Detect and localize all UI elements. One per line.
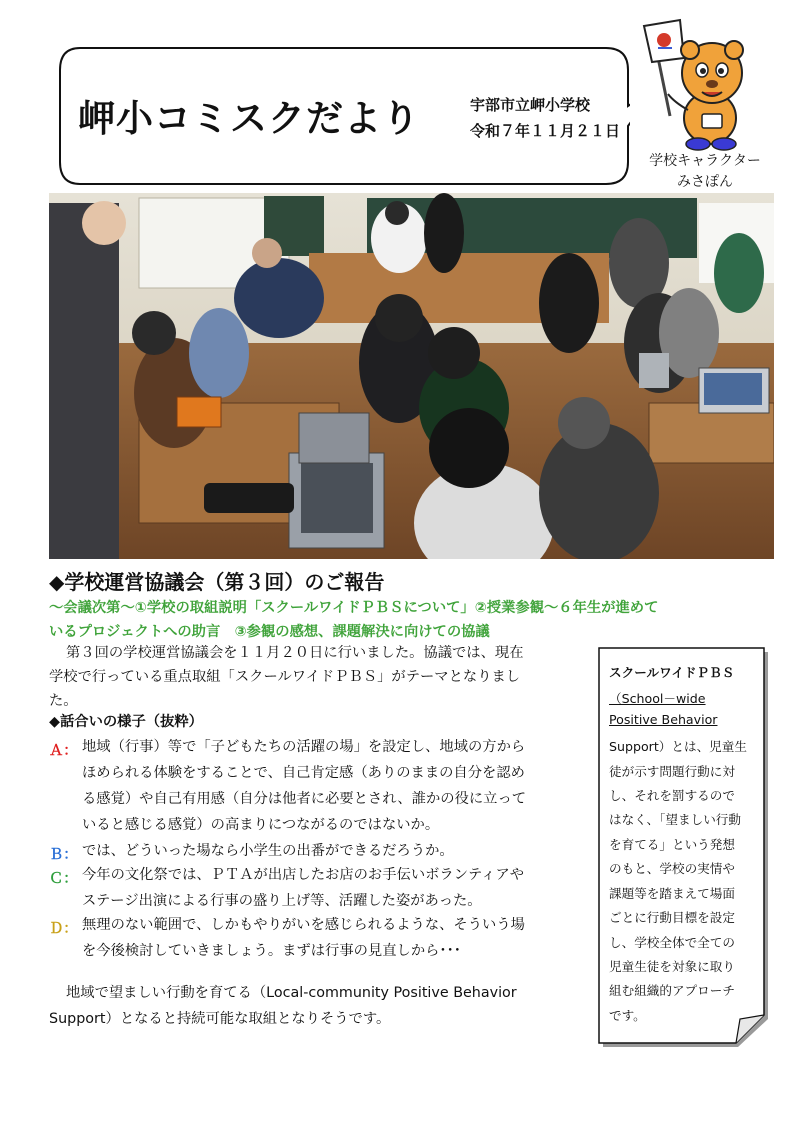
sidebar-line: のもと、学校の実情や	[609, 861, 735, 876]
speaker-c-marker: Ｃ：	[49, 871, 78, 887]
sidebar-line: Support）とは、児童生	[609, 739, 747, 754]
discussion-item-a-line: 地域（行事）等で「子どもたちの活躍の場」を設定し、地域の方から	[82, 739, 526, 755]
discussion-item-c-line: ステージ出演による行事の盛り上げ等、活躍した姿があった。	[82, 893, 482, 909]
discussion-heading: ◆話合いの様子（抜粋）	[49, 714, 203, 730]
sidebar-line: し、学校全体で全ての	[609, 935, 735, 950]
discussion-item-b-line: では、どういった場なら小学生の出番ができるだろうか。	[82, 843, 454, 859]
discussion-item-d-line: を今後検討していきましょう。まずは行事の見直しから･･･	[82, 943, 461, 959]
newsletter-title: 岬小コミスクだより	[78, 97, 420, 140]
school-name: 宇部市立岬小学校	[470, 96, 591, 114]
mascot-caption: 学校キャラクター	[649, 153, 761, 169]
intro-line: 学校で行っている重点取組「スクールワイドＰＢＳ」がテーマとなりまし	[49, 669, 521, 685]
sidebar-line: 組む組織的アプローチ	[609, 983, 735, 998]
sidebar-line: 徒が示す問題行動に対	[609, 764, 735, 779]
sidebar-line: はなく、「望ましい行動	[609, 812, 741, 827]
speaker-d-marker: Ｄ：	[49, 921, 78, 937]
sidebar-line: 児童生徒を対象に取り	[609, 959, 735, 974]
discussion-item-c-line: 今年の文化祭では、ＰＴＡが出店したお店のお手伝いボランティアや	[82, 867, 525, 883]
intro-line: 第３回の学校運営協議会を１１月２０日に行いました。協議では、現在	[66, 645, 524, 661]
issue-date: 令和７年１１月２１日	[470, 122, 621, 140]
mascot-name: みさぽん	[677, 174, 733, 190]
intro-line: た。	[49, 693, 78, 709]
discussion-item-d-line: 無理のない範囲で、しかもやりがいを感じられるような、そういう場	[82, 917, 525, 933]
mascot-misapon-illustration	[632, 18, 762, 153]
discussion-item-a-line: いると感じる感覚）の高まりにつながるのではないか。	[82, 817, 440, 833]
sidebar-line: を育てる」という発想	[609, 837, 735, 852]
closing-line: 地域で望ましい行動を育てる（Local-community Positive Behavior	[66, 985, 517, 1001]
speaker-a-marker: Ａ：	[49, 743, 78, 759]
sidebar-line: ごとに行動目標を設定	[609, 910, 735, 925]
section-heading: ◆学校運営協議会（第３回）のご報告	[49, 570, 385, 594]
agenda-line: いるプロジェクトへの助言 ③参観の感想、課題解決に向けての協議	[49, 624, 490, 640]
discussion-item-a-line: る感覚）や自己有用感（自分は他者に必要とされ、誰かの役に立って	[82, 791, 527, 807]
sidebar-line: です。	[609, 1008, 646, 1023]
sidebar-line: し、それを罰するので	[609, 788, 735, 803]
sidebar-line: 課題等を踏まえて場面	[609, 886, 735, 901]
sidebar-title: スクールワイドＰＢＳ	[609, 665, 735, 680]
classroom-meeting-photo	[49, 193, 774, 559]
closing-line: Support）となると持続可能な取組となりそうです。	[49, 1011, 391, 1027]
agenda-line: ～会議次第～①学校の取組説明「スクールワイドＰＢＳについて」②授業参観～６年生が進めて	[49, 600, 659, 616]
sidebar-line: Positive Behavior	[609, 712, 718, 727]
sidebar-line: （School－wide	[609, 691, 706, 706]
speaker-b-marker: Ｂ：	[49, 847, 78, 863]
discussion-item-a-line: ほめられる体験をすることで、自己肯定感（ありのままの自分を認め	[82, 765, 525, 781]
